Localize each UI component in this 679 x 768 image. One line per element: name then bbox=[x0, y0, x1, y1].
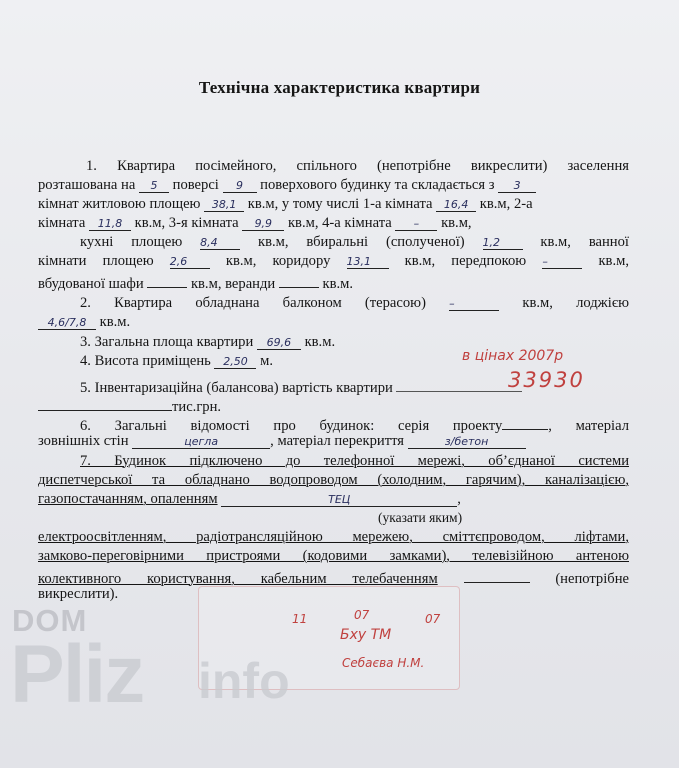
para1-line2: розташована на 5 поверсі 9 поверхового будинку та складається з 3 bbox=[38, 176, 536, 194]
room4-field: – bbox=[395, 214, 437, 231]
para3-line: 3. Загальна площа квартири 69,6 кв.м. bbox=[80, 334, 336, 350]
para6-line1: 6. Загальні відомості про будинок: серія проекту , матеріал bbox=[80, 413, 629, 435]
para7-line4: електроосвітленням, радіотрансляційною мережею, сміттєпроводом, ліфтами, bbox=[38, 529, 629, 545]
para6-line2: зовнішніх стін цегла , матеріал перекриття з/бетон bbox=[38, 432, 526, 450]
watermark-info: info bbox=[198, 653, 290, 709]
ceiling-field: з/бетон bbox=[408, 432, 526, 449]
bathroom-field: 2,6 bbox=[170, 252, 210, 269]
value-field bbox=[396, 375, 522, 392]
loggia-field: 4,6/7,8 bbox=[38, 313, 96, 330]
room3-field: 9,9 bbox=[242, 214, 284, 231]
stamp-day: 11 bbox=[292, 612, 308, 626]
para1-line3: кімнат житловою площею 38,1 кв.м, у тому числі 1-а кімната 16,4 кв.м, 2-а bbox=[38, 196, 533, 212]
height-field: 2,50 bbox=[214, 352, 256, 369]
balcony-field: – bbox=[449, 294, 499, 311]
para7-line7: викреслити). bbox=[38, 586, 119, 602]
project-series-field bbox=[502, 413, 548, 430]
para7-line6: колективного користування, кабельним телебаченням (непотрібне bbox=[38, 566, 629, 588]
room1-field: 16,4 bbox=[436, 195, 476, 212]
walls-field: цегла bbox=[132, 432, 270, 449]
para5-line1: 5. Інвентаризаційна (балансова) вартість квартири bbox=[80, 375, 522, 397]
corridor-field: 13,1 bbox=[347, 252, 389, 269]
para7-hint: (указати яким) bbox=[378, 510, 463, 525]
rooms-field: 3 bbox=[498, 176, 536, 193]
stamp-signer: Себаєва Н.М. bbox=[342, 656, 425, 670]
para1-line7: вбудованої шафи кв.м, веранди кв.м. bbox=[38, 271, 353, 293]
para5-line2: тис.грн. bbox=[38, 394, 221, 416]
living-area-field: 38,1 bbox=[204, 195, 244, 212]
stamp-month: 07 bbox=[354, 608, 370, 622]
total-area-field: 69,6 bbox=[257, 333, 301, 350]
veranda-field bbox=[279, 271, 319, 288]
para1-line1: 1. Квартира посімейного, спільного (непотрібне викреслити) заселення bbox=[86, 158, 629, 174]
stamp-year: 07 bbox=[425, 612, 441, 626]
watermark-pliz: Pliz bbox=[10, 629, 144, 720]
cable-tv-field bbox=[464, 566, 530, 583]
para7-line3: газопостачанням, опаленням ТЕЦ , bbox=[38, 491, 461, 507]
kitchen-field: 8,4 bbox=[200, 233, 240, 250]
para1-line6: кімнати площею 2,6 кв.м, коридору 13,1 кв.м, передпокою – кв.м, bbox=[38, 253, 629, 269]
stamp-org: Бху ТМ bbox=[340, 627, 392, 643]
watermark-dom: DOM bbox=[12, 603, 88, 638]
value-line2-field bbox=[38, 394, 172, 411]
para2-line1: 2. Квартира обладнана балконом (терасою) – кв.м, лоджією bbox=[80, 295, 629, 311]
floor-field: 5 bbox=[139, 176, 169, 193]
para1-line5: кухні площею 8,4 кв.м, вбиральні (сполученої) 1,2 кв.м, ванної bbox=[80, 234, 629, 250]
para7-line1: 7. Будинок підключено до телефонної мережі, об’єднаної системи bbox=[80, 453, 629, 469]
para1-line4: кімната 11,8 кв.м, 3-я кімната 9,9 кв.м, 4-а кімната – кв.м, bbox=[38, 215, 472, 231]
heating-field: ТЕЦ bbox=[221, 490, 457, 507]
hallway-field: – bbox=[542, 252, 582, 269]
para2-line2: 4,6/7,8 кв.м. bbox=[38, 313, 130, 331]
room2-field: 11,8 bbox=[89, 214, 131, 231]
wardrobe-field bbox=[147, 271, 187, 288]
para7-line5: замково-переговірними пристроями (кодовими замками), телевізійною антеною bbox=[38, 548, 629, 564]
para7-line2: диспетчерської та обладнано водопроводом (холодним, гарячим), каналізацією, bbox=[38, 472, 629, 488]
value-amount: 33930 bbox=[508, 368, 585, 392]
para4-line: 4. Висота приміщень 2,50 м. bbox=[80, 353, 273, 369]
document-title: Технічна характеристика квартири bbox=[198, 78, 481, 97]
toilet-field: 1,2 bbox=[483, 233, 523, 250]
value-note: в цінах 2007р bbox=[462, 348, 564, 364]
floors-total-field: 9 bbox=[223, 176, 257, 193]
